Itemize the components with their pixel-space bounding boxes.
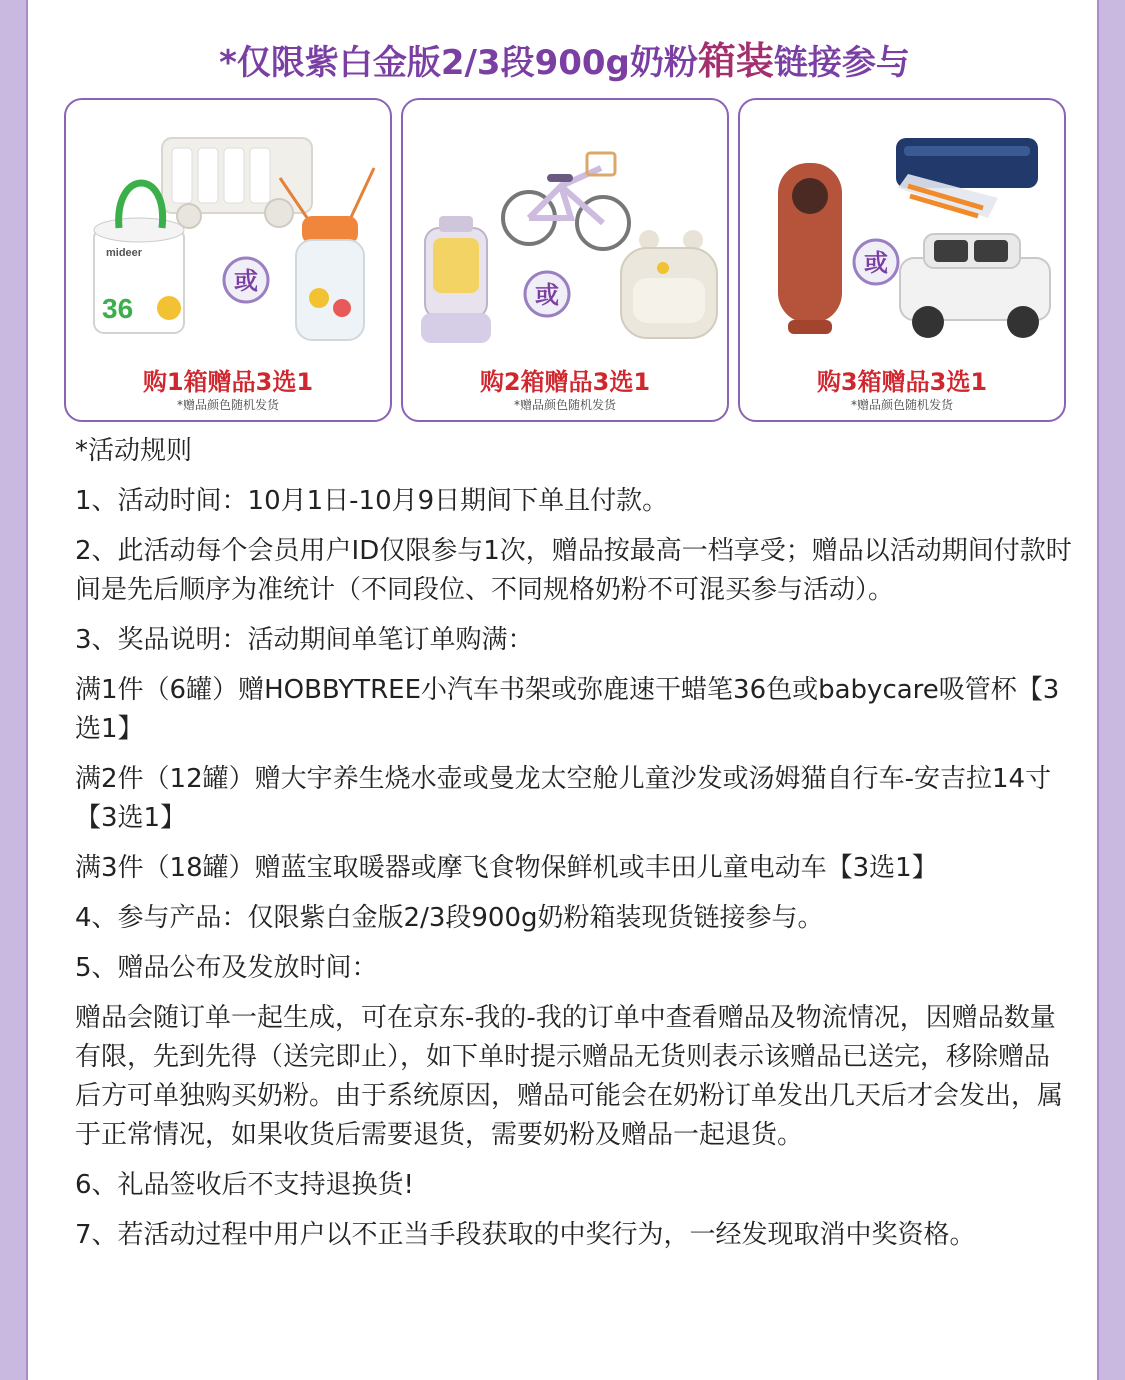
rule-item: 3、奖品说明：活动期间单笔订单购满： [75,625,534,655]
or-badge-icon [224,258,268,302]
kids-electric-car-icon [900,234,1050,338]
blender-icon [421,216,491,343]
or-label: 或 [535,281,559,309]
bicycle-icon [503,153,629,249]
gift-image-tier-2 [411,108,719,358]
or-badge-icon [525,272,569,316]
heater-icon [778,163,842,334]
gift-image-tier-3 [748,108,1056,358]
rule-item: 6、礼品签收后不支持退换货! [75,1170,414,1200]
kids-sofa-icon [621,230,717,338]
gift-card-title: 购1箱赠品3选1 [142,368,314,396]
title-prefix: *仅限紫白金版2/3段900g奶粉 [219,43,698,83]
gift-card-title: 购3箱赠品3选1 [816,368,988,396]
title-highlight: 箱装 [697,39,774,83]
gift-card-note: *赠品颜色随机发货 [513,398,616,412]
or-label: 或 [864,249,888,277]
tub-number-label: 36 [102,293,134,324]
rule-item: 满1件（6罐）赠HOBBYTREE小汽车书架或弥鹿速干蜡笔36色或babycare吸管杯【3选1】 [75,675,1060,744]
rule-item: 7、若活动过程中用户以不正当手段获取的中奖行为，一经发现取消中奖资格。 [75,1220,976,1250]
gift-card-note: *赠品颜色随机发货 [176,398,279,412]
promo-panel [26,0,1099,1380]
rule-item: 5、赠品公布及发放时间： [75,953,378,983]
rule-item: 1、活动时间：10月1日-10月9日期间下单且付款。 [75,486,669,516]
gift-card-title: 购2箱赠品3选1 [479,368,651,396]
rule-item: 满3件（18罐）赠蓝宝取暖器或摩飞食物保鲜机或丰田儿童电动车【3选1】 [75,853,938,883]
gift-card-note: *赠品颜色随机发货 [850,398,953,412]
rule-item: 2、此活动每个会员用户ID仅限参与1次，赠品按最高一档享受；赠品以活动期间付款时间是先后顺序为准统计（不同段位、不同规格奶粉不可混买参与活动）。 [75,536,1072,605]
gift-image-tier-1 [74,108,382,358]
gift-cards [64,98,1066,422]
car-bookshelf-icon [162,138,312,228]
or-label: 或 [234,267,258,295]
or-badge-icon [854,240,898,284]
rule-item: 4、参与产品：仅限紫白金版2/3段900g奶粉箱装现货链接参与。 [75,903,824,933]
vacuum-sealer-icon [896,138,1038,218]
gift-card-3[interactable] [738,98,1066,422]
tub-brand-label: mideer [106,247,143,259]
rules-heading: *活动规则 [75,436,193,466]
rule-item: 满2件（12罐）赠大宇养生烧水壶或曼龙太空舱儿童沙发或汤姆猫自行车-安吉拉14寸【3选1】 [75,764,1052,833]
title-suffix: 链接参与 [773,43,910,83]
activity-rules [75,432,1075,1255]
gift-card-1[interactable] [64,98,392,422]
gift-card-2[interactable] [401,98,729,422]
rule-item: 赠品会随订单一起生成，可在京东-我的-我的订单中查看赠品及物流情况，因赠品数量有限，先到先得（送完即止），如下单时提示赠品无货则表示该赠品已送完，移除赠品后方可单独购买奶粉。由于系统原因，赠品可能会在奶粉订单发出几天后才会发出，属于正常情况，如果收货后需要退货，需要奶粉及赠品一起退货。 [75,1003,1064,1150]
page-title [28,30,1101,85]
